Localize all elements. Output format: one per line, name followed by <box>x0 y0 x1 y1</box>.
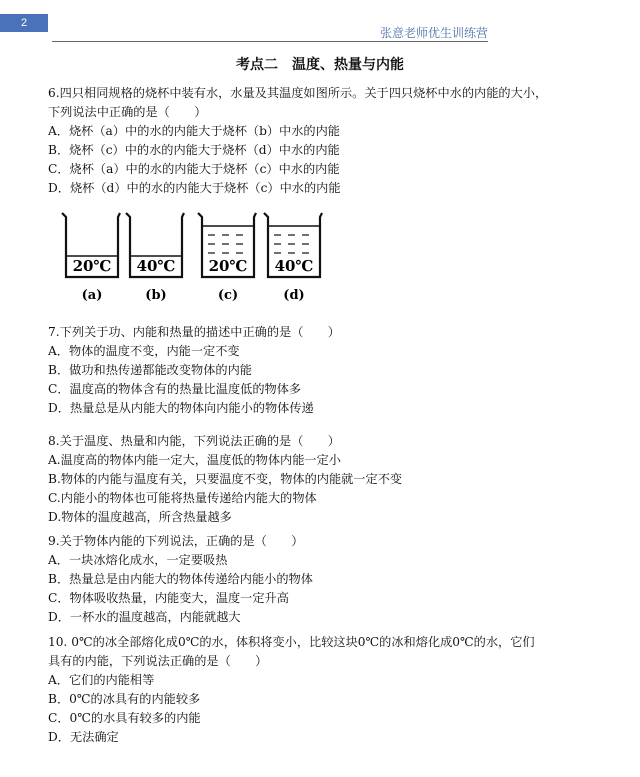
beaker-temperature: 20℃ <box>72 257 112 275</box>
question-9 <box>48 532 590 627</box>
question-7-option-d: D．热量总是从内能大的物体向内能小的物体传递 <box>48 401 314 415</box>
question-6-option-a: A．烧杯（a）中的水的内能大于烧杯（b）中水的内能 <box>48 124 340 138</box>
question-8-option-b: B.物体的内能与温度有关，只要温度不变，物体的内能就一定不变 <box>48 472 403 486</box>
question-7-option-b: B．做功和热传递都能改变物体的内能 <box>48 363 252 377</box>
question-8-option-d: D.物体的温度越高，所含热量越多 <box>48 510 232 524</box>
question-7-option-a: A．物体的温度不变，内能一定不变 <box>48 344 240 358</box>
question-8 <box>48 432 590 527</box>
question-10-option-b: B．0℃的冰具有的内能较多 <box>48 692 201 706</box>
beaker-b <box>126 213 184 303</box>
beaker-label: (d) <box>283 288 305 303</box>
question-6-stem-line2: 下列说法中正确的是（ ） <box>48 105 207 119</box>
section-title: 考点二 温度、热量与内能 <box>236 57 404 73</box>
beaker-a <box>62 213 120 303</box>
question-6-stem-line1: 6.四只相同规格的烧杯中装有水，水量及其温度如图所示。关于四只烧杯中水的内能的大小， <box>48 86 548 100</box>
question-8-stem: 8.关于温度、热量和内能，下列说法正确的是（ ） <box>48 434 340 448</box>
beaker-diagram <box>58 205 348 305</box>
question-7-stem: 7.下列关于功、内能和热量的描述中正确的是（ ） <box>48 325 340 339</box>
question-6-option-c: C．烧杯（a）中的水的内能大于烧杯（c）中水的内能 <box>48 162 340 176</box>
beaker-temperature: 20℃ <box>208 257 248 275</box>
question-8-option-a: A.温度高的物体内能一定大，温度低的物体内能一定小 <box>48 453 341 467</box>
question-10-option-a: A．它们的内能相等 <box>48 673 155 687</box>
question-10 <box>48 633 590 747</box>
header-divider <box>52 41 488 42</box>
question-10-stem-line2: 具有的内能，下列说法正确的是（ ） <box>48 654 268 668</box>
beaker-d <box>264 213 322 303</box>
beaker-temperature: 40℃ <box>136 257 176 275</box>
question-9-option-d: D．一杯水的温度越高，内能就越大 <box>48 610 241 624</box>
beaker-c <box>198 213 256 303</box>
question-9-option-c: C．物体吸收热量，内能变大，温度一定升高 <box>48 591 289 605</box>
question-6-option-d: D．烧杯（d）中的水的内能大于烧杯（c）中水的内能 <box>48 181 341 195</box>
beaker-temperature: 40℃ <box>274 257 314 275</box>
page-number: 2 <box>0 14 48 32</box>
question-6-option-b: B．烧杯（c）中的水的内能大于烧杯（d）中水的内能 <box>48 143 340 157</box>
header-title: 张意老师优生训练营 <box>379 26 488 40</box>
beaker-label: (a) <box>81 288 103 303</box>
question-10-option-c: C．0℃的水具有较多的内能 <box>48 711 201 725</box>
beaker-figure <box>58 205 348 305</box>
beaker-label: (b) <box>145 288 167 303</box>
question-9-option-b: B．热量总是由内能大的物体传递给内能小的物体 <box>48 572 313 586</box>
question-9-stem: 9.关于物体内能的下列说法，正确的是（ ） <box>48 534 304 548</box>
question-6 <box>48 84 590 198</box>
question-10-stem-line1: 10. 0℃的冰全部熔化成0℃的水，体积将变小，比较这块0℃的冰和熔化成0℃的水，它们 <box>48 635 535 649</box>
question-7-option-c: C．温度高的物体含有的热量比温度低的物体多 <box>48 382 302 396</box>
question-8-option-c: C.内能小的物体也可能将热量传递给内能大的物体 <box>48 491 317 505</box>
beaker-label: (c) <box>217 288 239 303</box>
question-9-option-a: A．一块冰熔化成水，一定要吸热 <box>48 553 228 567</box>
question-10-option-d: D．无法确定 <box>48 730 119 744</box>
question-7 <box>48 323 590 418</box>
